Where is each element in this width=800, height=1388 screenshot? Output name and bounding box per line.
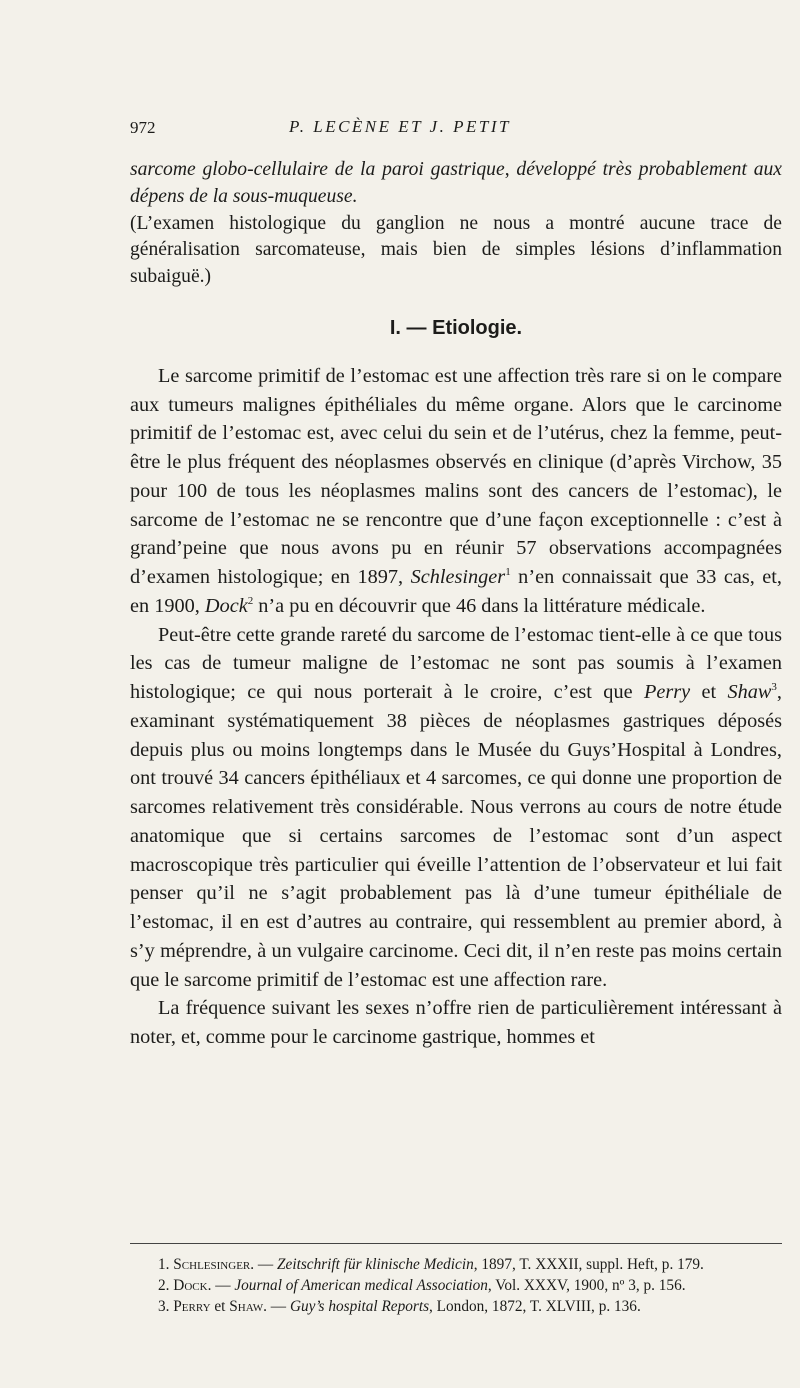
intro-histology-note: (L’examen histologique du ganglion ne nous a montré aucune trace de généralisation sarcomateuse, mais bien de simples lésions d’inflammation subaiguë.) [130, 212, 782, 288]
footnote-3-author: Perry [173, 1298, 211, 1315]
footnote-2 [130, 1275, 782, 1296]
intro-italic-2: développé très probablement aux dépens de la sous-muqueuse. [130, 159, 783, 207]
footnote-1 [130, 1254, 782, 1275]
p1-text-a: Le sarcome primitif de l’estomac est une affection très rare si on le compare aux tumeurs malignes épithéliales du même organe. Alors que le carcinome primitif de l’estomac est, avec celui du sein et de l’utérus, chez la femme, peut-être le plus fréquent des néoplasmes observés en clinique (d’après Virchow, 35 pour 100 de tous les néoplasmes malins sont des cancers de l’estomac), le sarcome de l’estomac ne se rencontre que d’une façon exceptionnelle : c’est à grand’peine que nous avons pu en réunir 57 observations accompagnées d’examen histologique; en 1897, [130, 364, 782, 589]
running-head: P. LECÈNE ET J. PETIT [289, 117, 511, 136]
p2-perry: Perry [643, 681, 691, 704]
page-number: 972 [130, 118, 156, 137]
footnote-3-author-2: Shaw. [229, 1298, 267, 1315]
footnote-2-number: 2. [158, 1277, 174, 1294]
footnote-3-number: 3. [158, 1298, 174, 1315]
intro-italic-1: sarcome globo-cellulaire de la paroi gastrique [130, 159, 505, 180]
p2-shaw: Shaw [727, 681, 772, 704]
footnote-3-details: , London, 1872, T. XLVIII, p. 136. [429, 1298, 641, 1315]
footnote-1-details: , 1897, T. XXXII, suppl. Heft, p. 179. [473, 1256, 704, 1273]
p2-text-a: Peut-être cette grande rareté du sarcome de l’estomac tient-elle à ce que tous les cas de tumeur maligne de l’estomac ne sont pas soumis à l’examen histologique; ce qui nous porterait à le croire, c’est que [130, 623, 782, 704]
footnotes [130, 1254, 782, 1317]
footnote-divider [130, 1243, 782, 1244]
p2-text-b: , examinant systématiquement 38 pièces de néoplasmes gastriques déposés depuis plus ou moins longtemps dans le Musée du Guys’Hospital à Londres, ont trouvé 34 cancers épithéliaux et 4 sarcomes, ce qui donne une proportion de sarcomes relativement très considérable. Nous verrons au cours de notre étude anatomique que si certains sarcomes de l’estomac sont d’un aspect macroscopique très particulier qui éveille l’attention de l’observateur et lui fait penser qu’il ne s’agit probablement pas là d’une tumeur épithéliale de l’estomac, il en est d’autres au contraire, qui ressemblent au premier abord, à s’y méprendre, à un vulgaire carcinome. Ceci dit, il n’en reste pas moins certain que le sarcome primitif de l’estomac est une affection rare. [130, 681, 782, 991]
footnote-2-author: Dock. [173, 1277, 212, 1294]
section-heading: I. — Etiologie. [389, 316, 523, 339]
footnote-3-et: et [210, 1298, 230, 1315]
footnote-3-sep: — [266, 1298, 290, 1315]
footnote-ref-1: 1 [505, 566, 511, 579]
footnote-1-author: Schlesinger. [173, 1256, 255, 1273]
intro-italic-line [130, 157, 782, 211]
footnote-3 [130, 1296, 782, 1317]
footnote-1-number: 1. [158, 1256, 174, 1273]
footnote-3-journal: Guy’s hospital Reports [289, 1298, 430, 1315]
intro-comma: , [504, 159, 517, 180]
footnote-ref-3: 3 [771, 681, 777, 694]
p1-text-b: n’en connaissait que 33 cas, et, en 1900, [130, 566, 782, 617]
footnote-ref-2: 2 [247, 595, 254, 608]
p1-dock: Dock [204, 594, 248, 617]
footnote-2-sep: — [211, 1277, 235, 1294]
main-text [130, 157, 782, 1052]
footnote-1-sep: — [254, 1256, 278, 1273]
p1-text-c: n’a pu en découvrir que 46 dans la littérature médicale. [253, 594, 706, 617]
p1-schlesinger: Schlesinger [410, 566, 506, 589]
footnote-1-journal: Zeitschrift für klinische Medicin [277, 1256, 474, 1273]
paragraph-3: La fréquence suivant les sexes n’offre rien de particulièrement intéressant à noter, et, comme pour le carcinome gastrique, hommes et [130, 997, 782, 1049]
p2-et: et [690, 681, 728, 704]
footnote-2-details: , Vol. XXXV, 1900, nº 3, p. 156. [487, 1277, 686, 1294]
paragraph-2 [130, 621, 782, 995]
footnote-2-journal: Journal of American medical Association [234, 1277, 488, 1294]
paragraph-1 [130, 362, 782, 621]
